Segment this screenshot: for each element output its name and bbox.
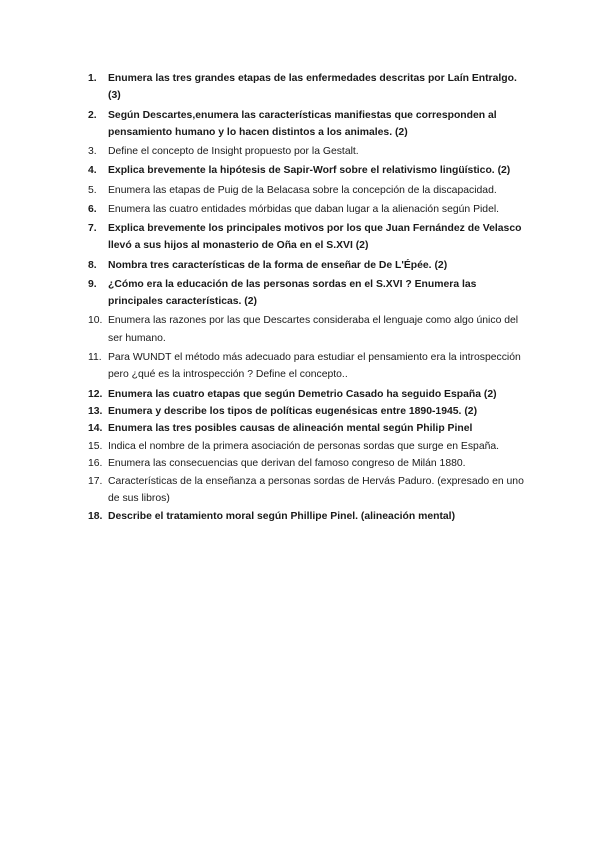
question-number: 13. <box>88 406 103 418</box>
question-item-16 <box>88 455 532 472</box>
question-item-1 <box>88 70 532 105</box>
question-number: 8. <box>88 259 97 271</box>
question-item-12 <box>88 386 532 403</box>
question-item-5 <box>88 182 532 199</box>
question-text: Enumera las tres grandes etapas de las enfermedades descritas por Laín Entralgo. (3) <box>108 73 517 102</box>
question-number: 15. <box>88 440 103 452</box>
question-text: Enumera las etapas de Puig de la Belacasa sobre la concepción de la discapacidad. <box>108 184 497 196</box>
question-item-10 <box>88 312 532 347</box>
question-number: 12. <box>88 388 103 400</box>
question-item-3 <box>88 143 532 160</box>
question-text: Describe el tratamiento moral según Phillipe Pinel. (alineación mental) <box>108 510 456 522</box>
question-number: 2. <box>88 109 97 121</box>
question-item-17 <box>88 473 532 508</box>
question-text: ¿Cómo era la educación de las personas sordas en el S.XVI ? Enumera las principales características. (2) <box>108 278 477 308</box>
question-text: Enumera y describe los tipos de políticas eugenésicas entre 1890-1945. (2) <box>108 406 478 418</box>
question-number: 16. <box>88 458 103 470</box>
question-text: Explica brevemente los principales motivos por los que Juan Fernández de Velasco llevó a sus hijos al monasterio de Oña en el S.XVI (2) <box>108 223 522 252</box>
question-item-15 <box>88 438 532 455</box>
question-number: 4. <box>88 165 97 177</box>
question-text: Enumera las cuatro entidades mórbidas que daban lugar a la alienación según Pidel. <box>108 203 500 215</box>
question-item-9 <box>88 276 532 311</box>
question-item-18 <box>88 508 532 525</box>
question-item-6 <box>88 201 532 218</box>
question-number: 17. <box>88 475 103 487</box>
question-text: Enumera las consecuencias que derivan del famoso congreso de Milán 1880. <box>108 458 466 470</box>
question-item-13 <box>88 403 532 420</box>
question-text: Explica brevemente la hipótesis de Sapir-Worf sobre el relativismo lingüístico. (2) <box>108 165 511 177</box>
question-number: 11. <box>88 352 102 364</box>
question-number: 7. <box>88 223 97 235</box>
question-number: 10. <box>88 315 103 327</box>
question-number: 9. <box>88 278 97 290</box>
question-number: 6. <box>88 203 97 215</box>
question-number: 14. <box>88 423 103 435</box>
question-text: Enumera las razones por las que Descartes consideraba el lenguaje como algo único del ser humano. <box>108 315 519 344</box>
question-item-4 <box>88 162 532 179</box>
question-number: 1. <box>88 73 97 84</box>
question-text: Enumera las tres posibles causas de alineación mental según Philip Pinel <box>108 423 473 435</box>
question-text: Nombra tres características de la forma de enseñar de De L'Épée. (2) <box>108 259 448 271</box>
question-number: 3. <box>88 146 97 158</box>
question-text: Para WUNDT el método más adecuado para estudiar el pensamiento era la introspección pero ¿qué es la introspección ? Define el concepto.. <box>108 352 521 381</box>
question-item-7 <box>88 220 532 255</box>
question-text: Indica el nombre de la primera asociación de personas sordas que surge en España. <box>108 440 500 452</box>
question-number: 5. <box>88 184 97 196</box>
question-item-14 <box>88 420 532 437</box>
question-item-2 <box>88 107 532 142</box>
question-number: 18. <box>88 510 103 522</box>
question-text: Define el concepto de Insight propuesto por la Gestalt. <box>108 146 359 158</box>
question-item-11 <box>88 349 532 384</box>
question-item-8 <box>88 257 532 274</box>
question-text: Según Descartes,enumera las características manifiestas que corresponden al pensamiento humano y lo hacen distintos a los animales. (2) <box>108 109 497 139</box>
question-text: Enumera las cuatro etapas que según Demetrio Casado ha seguido España (2) <box>108 388 497 400</box>
question-text: Características de la enseñanza a personas sordas de Hervás Paduro. (expresado en uno de sus libros) <box>108 475 524 505</box>
question-list <box>88 70 532 525</box>
